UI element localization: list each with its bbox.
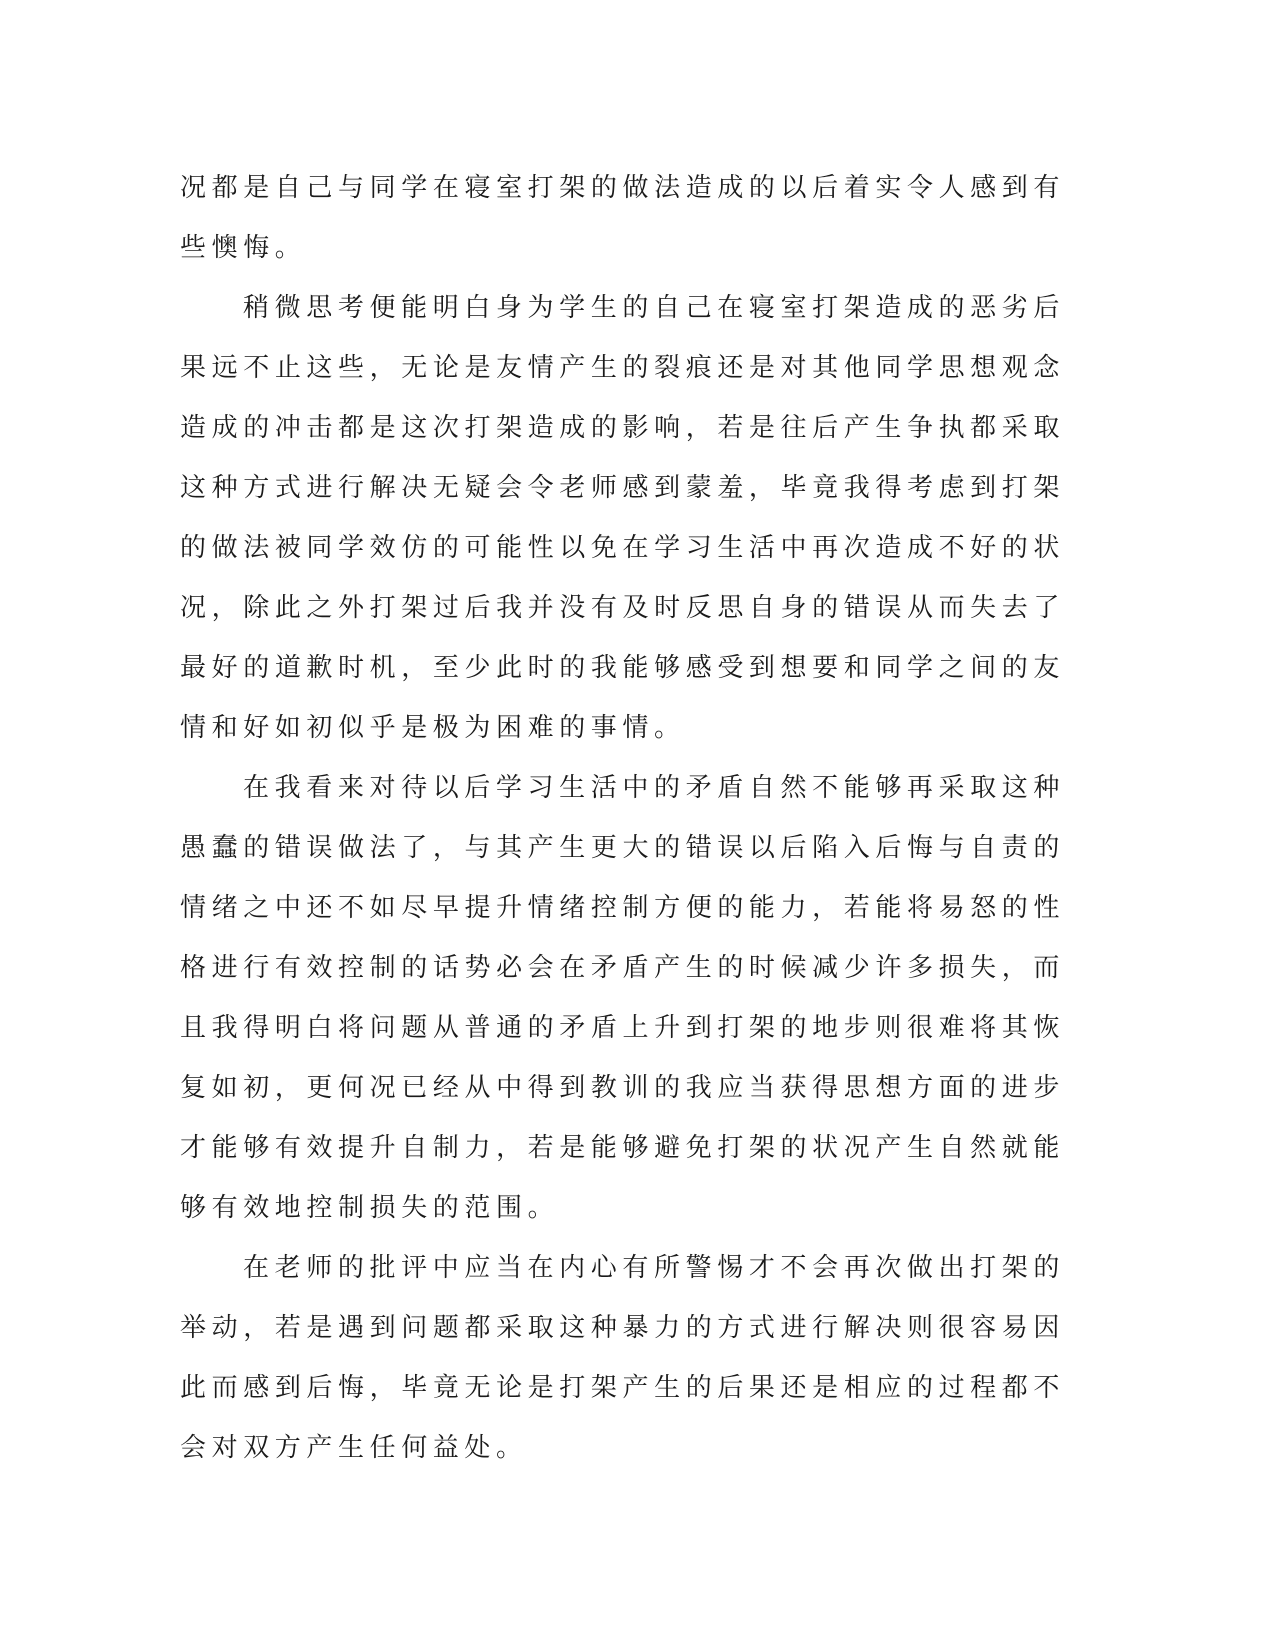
paragraph-3: 在我看来对待以后学习生活中的矛盾自然不能够再采取这种愚蠢的错误做法了，与其产生更大的错误以后陷入后悔与自责的情绪之中还不如尽早提升情绪控制方便的能力，若能将易怒的性格进行有效控制的话势必会在矛盾产生的时候减少许多损失，而且我得明白将问题从普通的矛盾上升到打架的地步则很难将其恢复如初，更何况已经从中得到教训的我应当获得思想方面的进步才能够有效提升自制力，若是能够避免打架的状况产生自然就能够有效地控制损失的范围。 (180, 773, 1065, 1223)
paragraph-2: 稍微思考便能明白身为学生的自己在寝室打架造成的恶劣后果远不止这些，无论是友情产生的裂痕还是对其他同学思想观念造成的冲击都是这次打架造成的影响，若是往后产生争执都采取这种方式进行解决无疑会令老师感到蒙羞，毕竟我得考虑到打架的做法被同学效仿的可能性以免在学习生活中再次造成不好的状况，除此之外打架过后我并没有及时反思自身的错误从而失去了最好的道歉时机，至少此时的我能够感受到想要和同学之间的友情和好如初似乎是极为困难的事情。 (180, 293, 1065, 743)
paragraph-1: 况都是自己与同学在寝室打架的做法造成的以后着实令人感到有些懊悔。 (180, 173, 1065, 263)
paragraph-4: 在老师的批评中应当在内心有所警惕才不会再次做出打架的举动，若是遇到问题都采取这种暴力的方式进行解决则很容易因此而感到后悔，毕竟无论是打架产生的后果还是相应的过程都不会对双方产生任何益处。 (180, 1253, 1065, 1463)
body-text (180, 158, 1065, 1478)
